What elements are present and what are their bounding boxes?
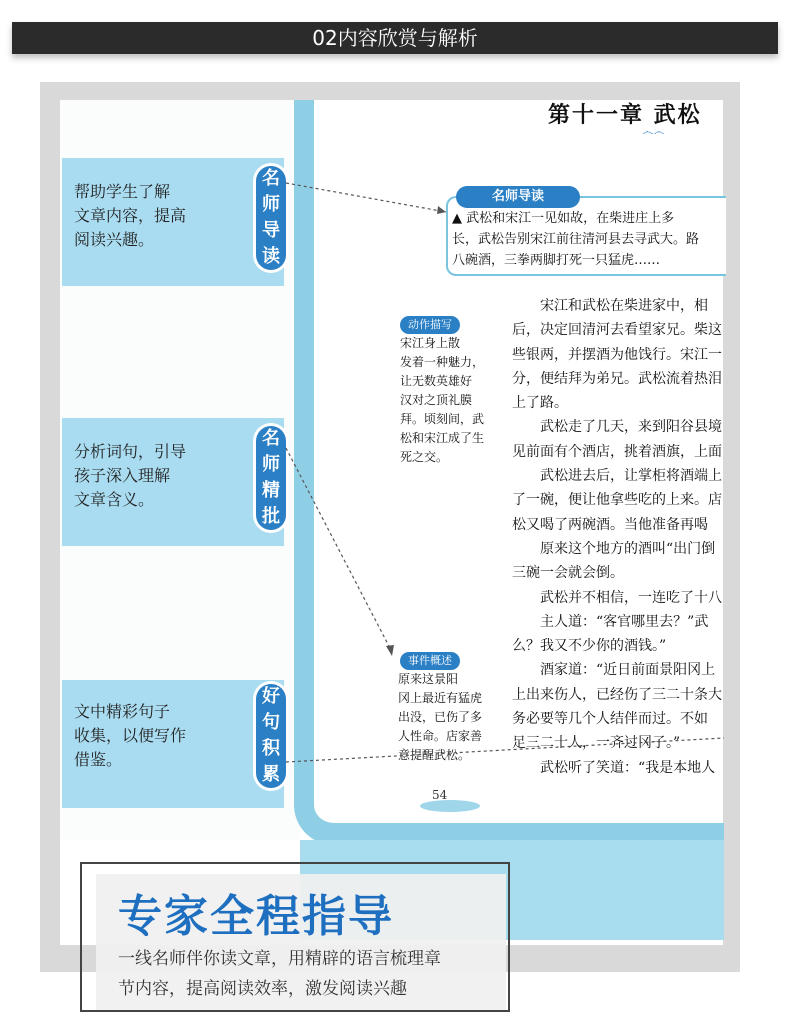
note-line: 出没，已伤了多 [398,710,483,724]
card-line: 文章内容，提高 [74,206,187,225]
callout-title: 专家全程指导 [118,891,394,942]
page-number-swoosh [420,800,480,812]
note-line: 冈上最近有猛虎 [398,691,483,705]
body-line: 务必要等几个人结伴而过。不如 [512,711,708,728]
section-banner [12,22,778,54]
body-line: 么？我又不少你的酒钱。” [512,638,667,655]
body-line: 武松听了笑道：“我是本地人 [540,759,716,776]
body-line: 宋江和武松在柴进家中，相 [540,298,708,314]
body-line: 三碗一会就会倒。 [512,565,624,582]
body-line: 原来这个地方的酒叫“出门倒 [540,540,716,557]
badge-char: 精 [262,480,280,501]
body-line: 松又喝了两碗酒。当他准备再喝 [512,516,708,533]
badge-char: 师 [262,194,280,215]
body-line: 武松走了几天，来到阳谷县境 [540,419,722,436]
card-line: 阅读兴趣。 [74,230,155,249]
side-note-summary [398,670,498,765]
note-line: 意提醒武松。 [398,748,471,762]
card-line: 收集，以便写作 [74,726,187,745]
guide-line: 八碗酒，三拳两脚打死一只猛虎…… [452,253,661,268]
card-line: 借鉴。 [74,750,123,769]
callout-line: 节内容，提高阅读效率，激发阅读兴趣 [118,979,407,999]
badge-char: 好 [262,686,280,707]
badge-char: 句 [262,712,280,733]
page-number: 54 [432,788,448,802]
section-title: 02内容欣赏与解析 [312,26,478,50]
badge-teacher-comment [256,426,286,530]
badge-char: 读 [262,246,280,267]
badge-char: 积 [262,738,280,759]
body-line: 上了路。 [512,395,568,412]
side-tag-action: 动作描写 [400,316,460,334]
card-line: 孩子深入理解 [74,466,171,485]
ornament-icon: ෴෴ [642,124,665,138]
note-line: 死之交。 [400,450,449,464]
body-line: 武松并不相信，一连吃了十八 [540,589,722,606]
body-line: 武松进去后，让掌柜将酒端上 [540,468,722,485]
note-line: 宋江身上散 [400,336,461,350]
body-line: 后，决定回清河去看望家兄。柴这 [512,322,722,339]
annotation-card-comment-text [74,440,224,512]
guide-line: 长，武松告别宋江前往清河县去寻武大。路 [452,232,700,247]
chapter-body-text [512,294,724,780]
body-line: 主人道：“客官哪里去？”武 [540,613,709,630]
body-line: 了一碗，便让他拿些吃的上来。店 [512,492,722,509]
card-line: 分析词句，引导 [74,442,187,461]
side-tag-summary: 事件概述 [400,652,460,670]
card-line: 文章含义。 [74,490,155,509]
badge-char: 名 [262,428,280,449]
body-line: 足三二十人，一齐过冈子。” [512,735,681,752]
badge-char: 名 [262,168,280,189]
note-line: 让无数英雄好 [400,374,473,388]
badge-good-sentences [256,684,286,788]
guide-tag: 名师导读 [456,186,580,208]
note-line: 人性命。店家善 [398,729,483,743]
side-note-action [400,334,496,467]
body-line: 上出来伤人，已经伤了三二十条大 [512,686,722,703]
note-line: 松和宋江成了生 [400,431,485,445]
chapter-title: 第十一章 武松 [548,102,702,128]
card-line: 帮助学生了解 [74,182,171,201]
badge-char: 导 [262,220,280,241]
guide-line: ▲ 武松和宋江一见如故，在柴进庄上多 [452,211,675,226]
note-line: 拜。顷刻间，武 [400,412,485,426]
body-line: 见前面有个酒店，挑着酒旗，上面 [512,443,722,460]
annotation-card-guide-text [74,180,224,252]
note-line: 原来这景阳 [398,672,459,686]
note-line: 汉对之顶礼膜 [400,393,473,407]
note-line: 发着一种魅力， [400,355,485,369]
badge-teacher-guide [256,166,286,270]
callout-line: 一线名师伴你读文章，用精辟的语言梳理章 [118,949,441,969]
badge-char: 累 [262,764,280,785]
body-line: 分，便结拜为弟兄。武松流着热泪 [512,370,722,387]
annotation-card-sentences-text [74,700,224,772]
badge-char: 师 [262,454,280,475]
card-line: 文中精彩句子 [74,702,171,721]
body-line: 酒家道：“近日前面景阳冈上 [540,662,716,679]
badge-char: 批 [262,506,280,527]
body-line: 些银两，并摆酒为他饯行。宋江一 [512,346,722,363]
